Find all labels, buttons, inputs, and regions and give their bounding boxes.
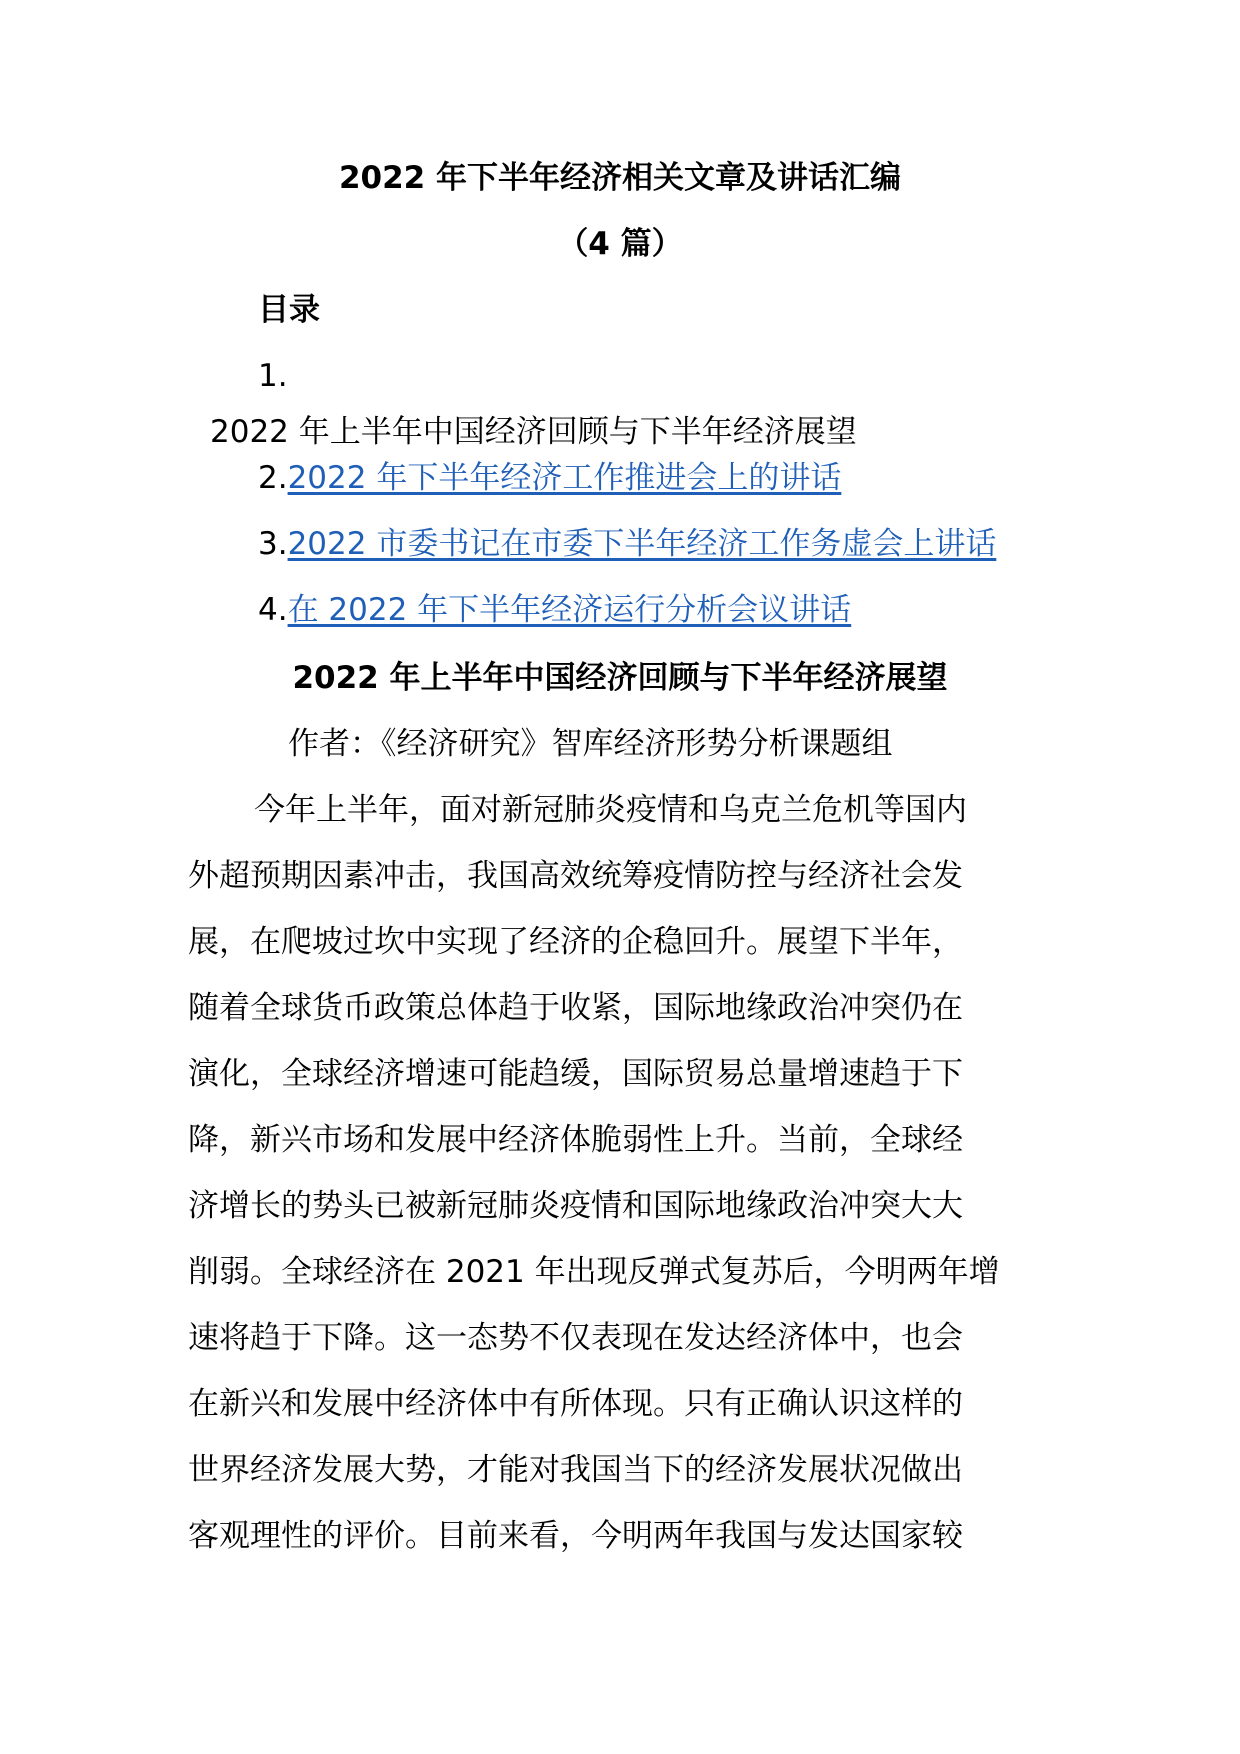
toc-item-1-number: 1. <box>258 358 288 394</box>
body-line: 今年上半年，面对新冠肺炎疫情和乌克兰危机等国内 <box>254 792 967 828</box>
toc-item-4-number: 4. <box>258 592 288 628</box>
document-title: 2022 年下半年经济相关文章及讲话汇编 <box>338 160 902 196</box>
toc-heading: 目录 <box>258 292 320 328</box>
body-line: 展，在爬坡过坎中实现了经济的企稳回升。展望下半年， <box>188 924 963 960</box>
toc-item-2-number: 2. <box>258 460 288 496</box>
toc-item-3 <box>258 524 996 564</box>
toc-item-3-number: 3. <box>258 526 288 562</box>
toc-link-3[interactable]: 2022 市委书记在市委下半年经济工作务虚会上讲话 <box>287 526 997 562</box>
toc-item-1-label: 2022 年上半年中国经济回顾与下半年经济展望 <box>210 414 857 450</box>
body-line: 削弱。全球经济在 2021 年出现反弹式复苏后，今明两年增 <box>188 1254 1000 1290</box>
toc-item-4 <box>258 590 851 630</box>
toc-link-4[interactable]: 在 2022 年下半年经济运行分析会议讲话 <box>287 592 852 628</box>
body-line: 随着全球货币政策总体趋于收紧，国际地缘政治冲突仍在 <box>188 990 963 1026</box>
article-title: 2022 年上半年中国经济回顾与下半年经济展望 <box>292 660 948 696</box>
body-line: 客观理性的评价。目前来看，今明两年我国与发达国家较 <box>188 1518 963 1554</box>
article-author: 作者：《经济研究》智库经济形势分析课题组 <box>288 726 893 762</box>
body-line: 在新兴和发展中经济体中有所体现。只有正确认识这样的 <box>188 1386 963 1422</box>
body-line: 演化，全球经济增速可能趋缓，国际贸易总量增速趋于下 <box>188 1056 963 1092</box>
body-line: 济增长的势头已被新冠肺炎疫情和国际地缘政治冲突大大 <box>188 1188 963 1224</box>
body-line: 世界经济发展大势，才能对我国当下的经济发展状况做出 <box>188 1452 963 1488</box>
toc-item-2 <box>258 458 841 498</box>
body-line: 速将趋于下降。这一态势不仅表现在发达经济体中，也会 <box>188 1320 963 1356</box>
body-line: 降，新兴市场和发展中经济体脆弱性上升。当前，全球经 <box>188 1122 963 1158</box>
document-subtitle: （4 篇） <box>557 226 683 262</box>
body-line: 外超预期因素冲击，我国高效统筹疫情防控与经济社会发 <box>188 858 963 894</box>
toc-link-2[interactable]: 2022 年下半年经济工作推进会上的讲话 <box>287 460 842 496</box>
